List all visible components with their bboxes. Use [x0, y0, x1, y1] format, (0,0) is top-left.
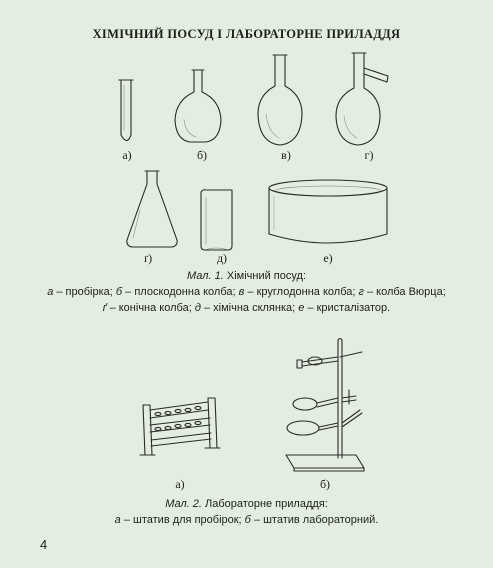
caption-text: – колба Вюрца;: [363, 286, 446, 298]
label-a-fig1: а): [122, 148, 132, 162]
conical-flask-icon: [127, 171, 177, 247]
figure2-caption-prefix: Мал. 2.: [165, 498, 202, 510]
page-heading: ХІМІЧНИЙ ПОСУД І ЛАБОРАТОРНЕ ПРИЛАДДЯ: [92, 27, 401, 41]
label-b-fig1: б): [196, 148, 208, 162]
caption-key: б: [244, 514, 251, 526]
caption-key: г: [358, 286, 364, 298]
figure1-caption-title-line: [0, 268, 493, 284]
caption-key: д: [194, 302, 201, 314]
flat-bottom-flask-icon: [175, 70, 221, 142]
test-tube-icon: [119, 80, 133, 141]
figure2-caption-line2: [0, 512, 493, 528]
caption-key: а: [114, 514, 121, 526]
beaker-icon: [201, 190, 232, 250]
caption-text: – пробірка;: [53, 286, 116, 298]
caption-text: – штатив лабораторний.: [250, 514, 379, 526]
figure1-caption-line3: [0, 300, 493, 316]
figure2-caption: [0, 496, 493, 528]
caption-text: – кристалізатор.: [304, 302, 391, 314]
label-a-fig2: а): [175, 477, 185, 491]
page-number: 4: [40, 537, 48, 552]
wurtz-flask-icon: [336, 53, 388, 145]
figure1-caption-prefix: Мал. 1.: [187, 270, 224, 282]
label-g2-fig1: ґ): [143, 251, 153, 265]
caption-key: б: [115, 286, 123, 298]
crystallizer-icon: [269, 180, 387, 243]
figure1-caption: [0, 268, 493, 316]
round-bottom-flask-icon: [258, 55, 302, 145]
caption-key: в: [238, 286, 245, 298]
test-tube-rack-icon: [140, 398, 220, 455]
label-v-fig1: в): [281, 148, 291, 162]
figure2-caption-title-line: [0, 496, 493, 512]
label-e-fig1: е): [323, 251, 333, 265]
laboratory-stand-icon: [286, 339, 364, 472]
caption-key: е: [298, 302, 305, 314]
caption-text: – конічна колба;: [106, 302, 195, 314]
caption-key: ґ: [102, 302, 107, 314]
label-b-fig2: б): [319, 477, 331, 491]
caption-text: – круглодонна колба;: [244, 286, 359, 298]
label-d-fig1: д): [216, 251, 228, 265]
label-g-fig1: г): [364, 148, 374, 162]
figure1-caption-line2: [0, 284, 493, 300]
caption-text: – плоскодонна колба;: [122, 286, 239, 298]
caption-key: а: [47, 286, 54, 298]
caption-text: – штатив для пробірок;: [120, 514, 245, 526]
figure2-caption-title: Лабораторне приладдя:: [201, 498, 328, 510]
caption-text: – хімічна склянка;: [200, 302, 299, 314]
figure1-caption-title: Хімічний посуд:: [223, 270, 306, 282]
